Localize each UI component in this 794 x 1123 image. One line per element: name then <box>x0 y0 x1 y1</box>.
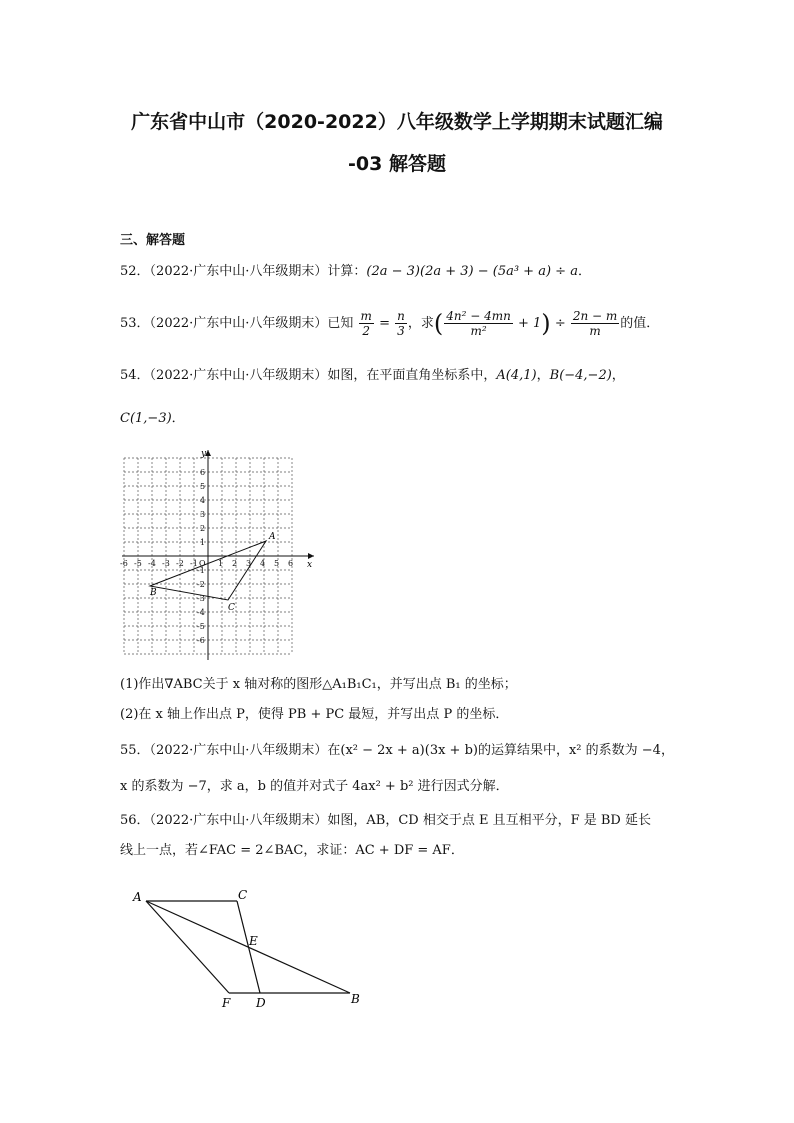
document-title-line2: -03 解答题 <box>348 153 446 175</box>
x-tick-label: 2 <box>232 559 238 568</box>
segment-ab <box>146 901 350 993</box>
q54-separator: ， <box>536 368 550 383</box>
label-c: C <box>228 603 235 613</box>
fig2-label-c: C <box>238 888 248 902</box>
y-tick-label: -5 <box>197 622 205 631</box>
q53-fraction-n-over-3: $\frac{n}{3}$ <box>397 309 405 338</box>
x-tick-label: -3 <box>162 559 170 568</box>
fig2-label-e: E <box>249 934 258 948</box>
x-tick-label: 5 <box>274 559 280 568</box>
question-52 <box>120 263 591 281</box>
q54-end: ． <box>171 411 185 426</box>
y-tick-label: 6 <box>200 468 206 477</box>
question-56-line2: 线上一点，若∠FAC = 2∠BAC，求证：AC + DF = AF． <box>120 843 464 858</box>
q52-expression: (2a − 3)(2a + 3) − (5a³ + a) ÷ a <box>366 264 578 279</box>
x-tick-label: -1 <box>190 559 198 568</box>
label-a: A <box>269 532 276 542</box>
y-tick-label: 1 <box>200 538 206 547</box>
question-54-part1: (1)作出∇ABC关于 x 轴对称的图形△A₁B₁C₁，并写出点 B₁ 的坐标； <box>120 677 517 692</box>
q53-equals: = <box>379 316 390 331</box>
y-tick-label: 5 <box>200 482 206 491</box>
question-53: 53．（2022·广东中山·八年级期末）已知 $\frac{m}{2}$ = $\frac{n}{3}$ ，求( $\frac{\text{4n² − 4mn}}{\text{m²}}$ + 1) ÷ $\frac{2n - m}{m}$ 的值． <box>120 309 660 338</box>
question-55-line1: 55．（2022·广东中山·八年级期末）在(x² − 2x + a)(3x + b)的运算结果中，x² 的系数为 −4， <box>120 743 674 758</box>
q52-end: ． <box>577 264 591 279</box>
y-tick-label: -6 <box>197 636 205 645</box>
q53-fraction-main: $\frac{\text{4n² − 4mn}}{\text{m²}}$ <box>446 309 511 338</box>
x-tick-label: O <box>199 559 206 568</box>
fig2-label-f: F <box>222 996 231 1010</box>
segment-af <box>146 901 229 993</box>
q54-point-b: B(−4,−2) <box>549 368 612 383</box>
q53-fraction-second: $\frac{2n - m}{m}$ <box>572 309 618 338</box>
question-54-line1 <box>120 367 625 385</box>
q54-separator-2: ， <box>611 368 625 383</box>
q53-fraction-m-over-2: $\frac{m}{2}$ <box>360 309 372 338</box>
y-tick-label: 2 <box>200 524 206 533</box>
q53-mid: ，求 <box>407 316 434 331</box>
q54-point-a: A(4,1) <box>496 368 537 383</box>
x-axis-label: x <box>307 560 313 570</box>
y-tick-label: -3 <box>197 594 205 603</box>
q54-prefix: 54．（2022·广东中山·八年级期末）如图，在平面直角坐标系中， <box>120 368 497 383</box>
x-tick-label: -4 <box>148 559 156 568</box>
q53-suffix: 的值． <box>620 316 660 331</box>
x-tick-label: 3 <box>246 559 252 568</box>
x-tick-label: 1 <box>218 559 224 568</box>
question-54-line2 <box>120 410 185 428</box>
y-tick-label: -4 <box>197 608 205 617</box>
q53-prefix: 53．（2022·广东中山·八年级期末）已知 <box>120 316 354 331</box>
question-56-line1: 56．（2022·广东中山·八年级期末）如图，AB，CD 相交于点 E 且互相平分，F 是 BD 延长 <box>120 813 651 828</box>
x-tick-label: 6 <box>288 559 294 568</box>
x-tick-label: 4 <box>260 559 266 568</box>
label-b: B <box>150 588 157 598</box>
x-tick-label: -5 <box>134 559 142 568</box>
fig2-label-d: D <box>256 996 266 1010</box>
q52-prefix: 52．（2022·广东中山·八年级期末）计算： <box>120 264 367 279</box>
x-tick-label: -2 <box>176 559 184 568</box>
q54-point-c: C(1,−3) <box>120 411 172 426</box>
section-heading: 三、解答题 <box>120 233 186 248</box>
y-tick-label: 4 <box>200 496 206 505</box>
x-axis-arrow <box>308 553 314 559</box>
question-54-part2: (2)在 x 轴上作出点 P，使得 PB + PC 最短，并写出点 P 的坐标． <box>120 707 509 722</box>
geometry-figure <box>125 880 365 1015</box>
coordinate-grid-figure <box>118 440 323 662</box>
fig2-label-a: A <box>133 890 142 904</box>
document-title-line1: 广东省中山市（2020-2022）八年级数学上学期期末试题汇编 <box>131 111 663 133</box>
y-axis-label: y <box>201 449 207 459</box>
fig2-label-b: B <box>351 992 360 1006</box>
q53-divide: ÷ <box>554 316 566 331</box>
y-tick-label: -2 <box>197 580 205 589</box>
q53-plus-one: + 1 <box>518 316 542 331</box>
x-tick-label: -6 <box>120 559 128 568</box>
y-tick-label: 3 <box>200 510 206 519</box>
y-tick-label: -1 <box>197 566 205 575</box>
question-55-line2: x 的系数为 −7，求 a，b 的值并对式子 4ax² + b² 进行因式分解． <box>120 779 509 794</box>
